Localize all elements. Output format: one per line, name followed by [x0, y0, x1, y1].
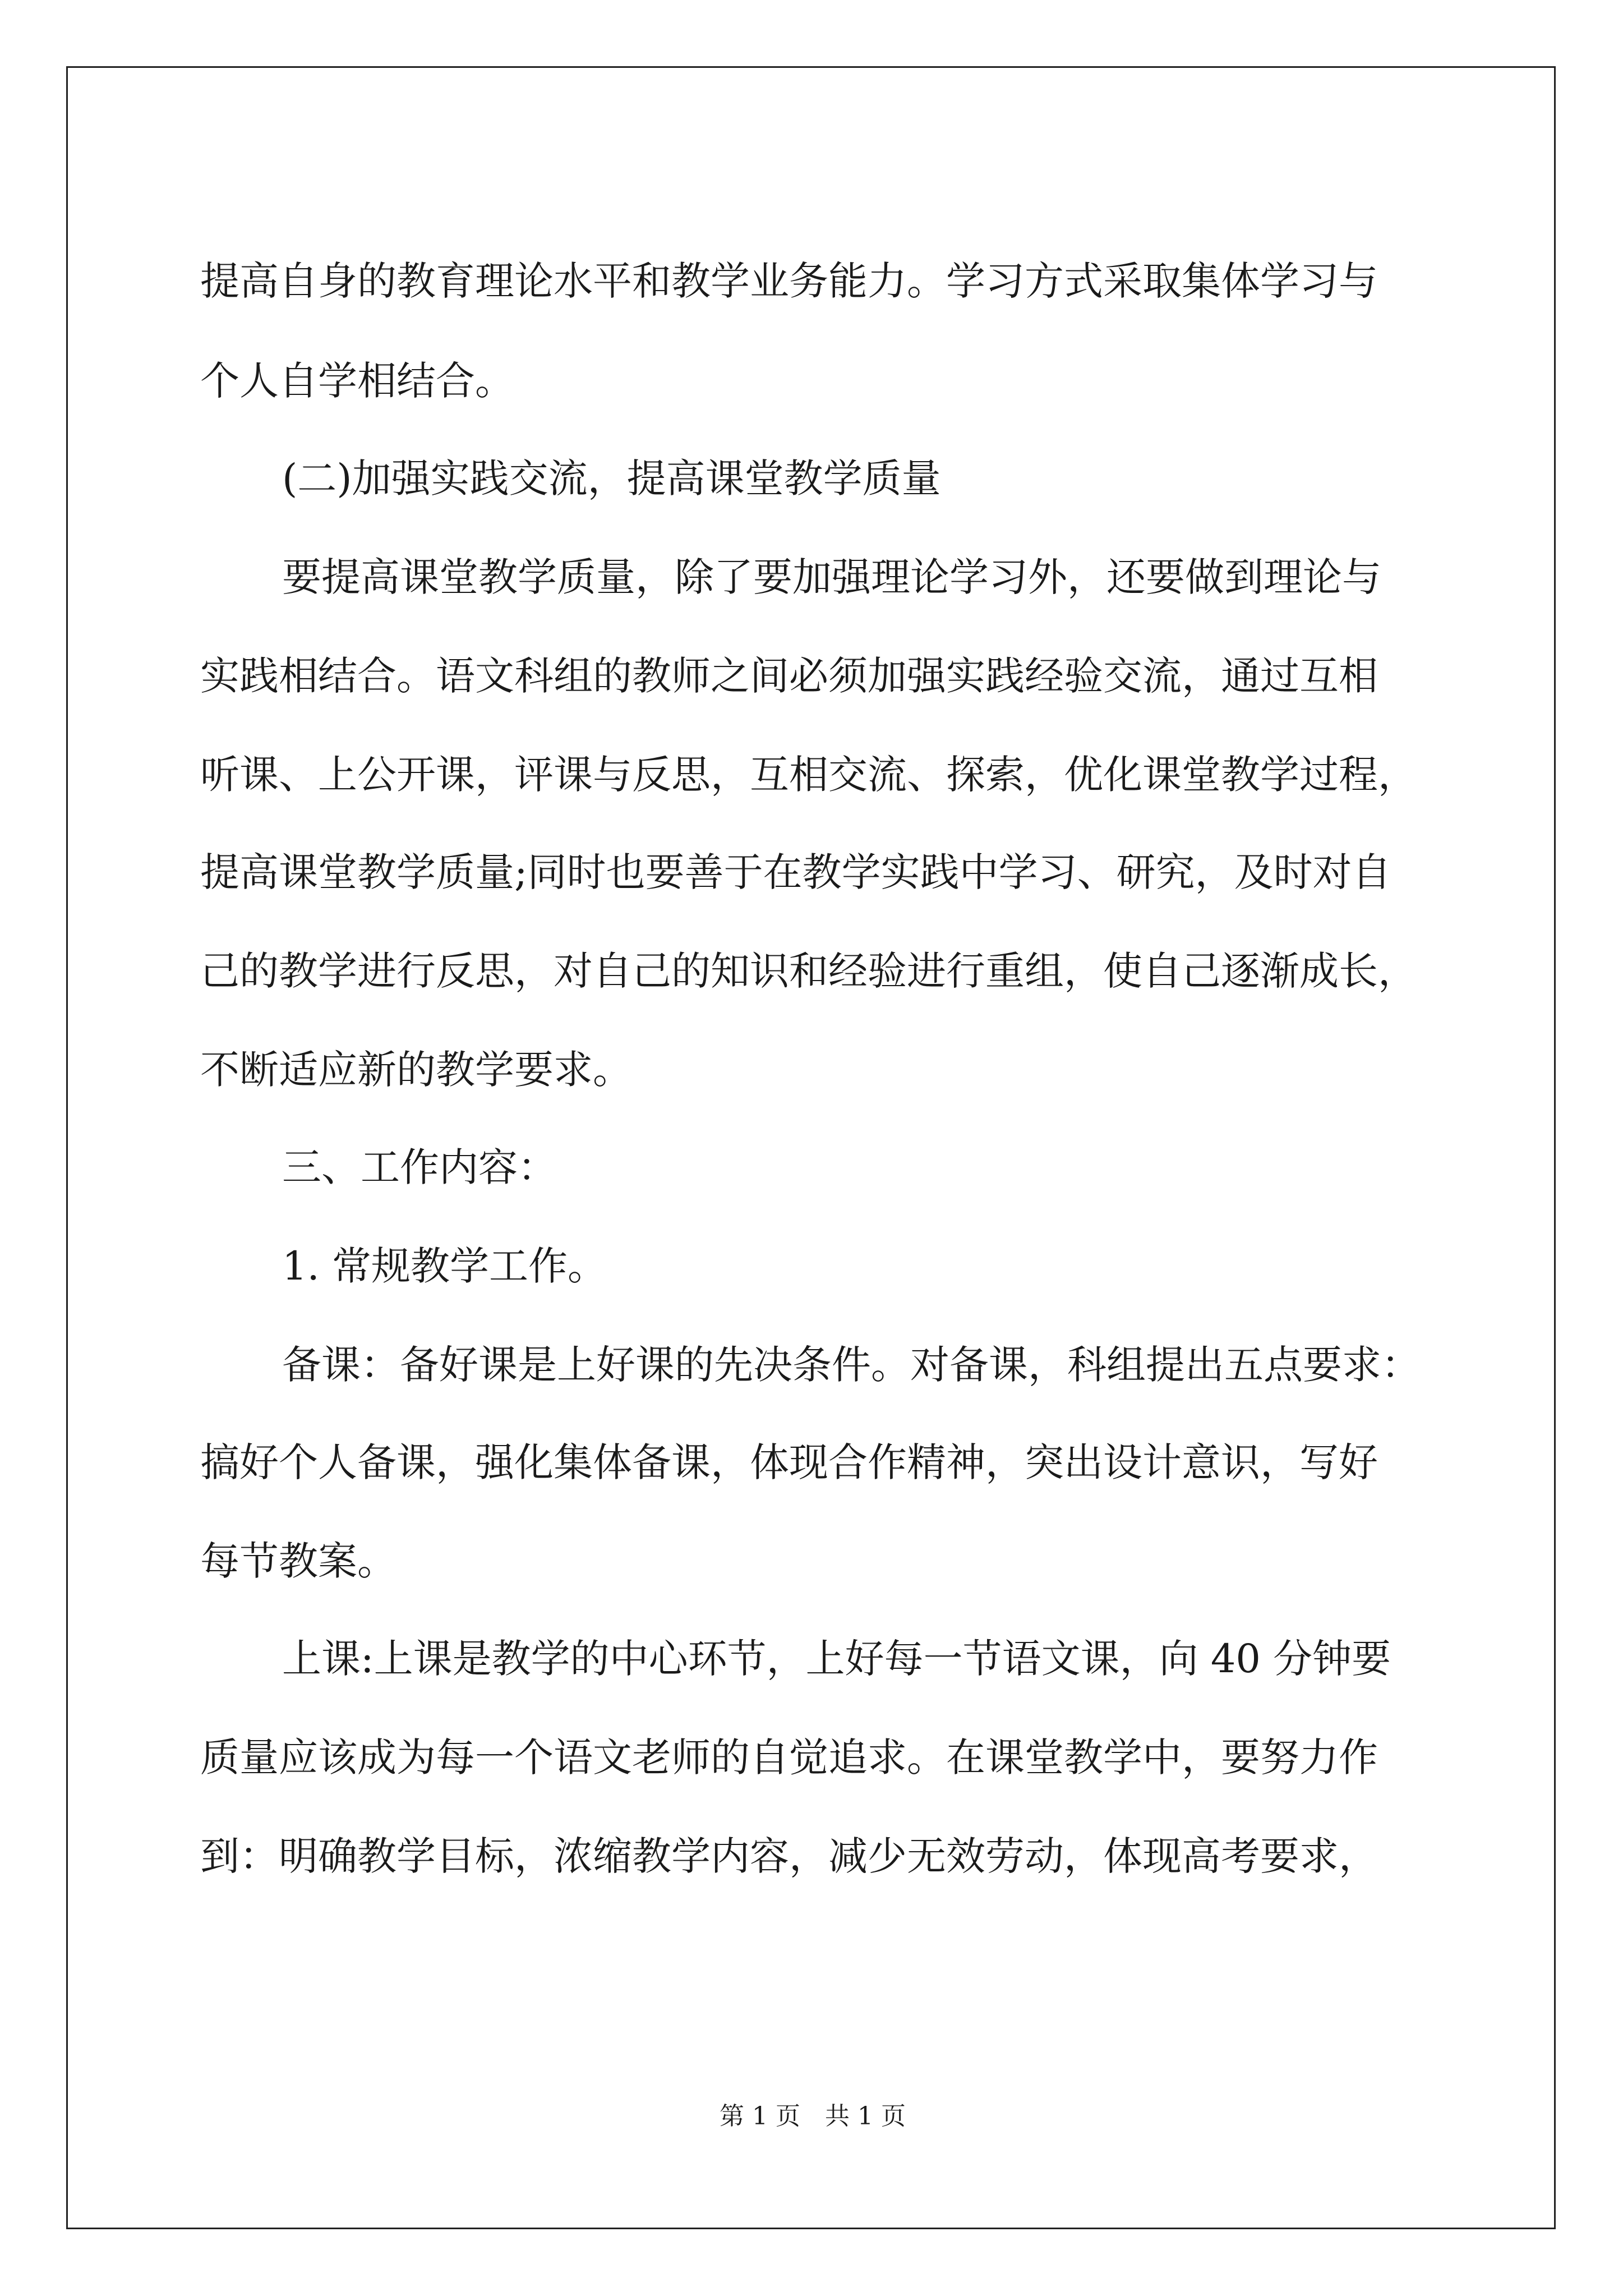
line-text: (二)加强实践交流，提高课堂教学质量 [282, 455, 941, 501]
line-text: 三、工作内容： [282, 1144, 557, 1190]
line-text: 搞好个人备课，强化集体备课，体现合作精神，突出设计意识，写好 [200, 1439, 1378, 1485]
page-number-footer: 第 1 页 共 1 页 [720, 2102, 906, 2131]
line-text: 备课：备好课是上好课的先决条件。对备课，科组提出五点要求： [282, 1342, 1421, 1388]
line-text: 要提高课堂教学质量，除了要加强理论学习外，还要做到理论与 [282, 554, 1381, 600]
line-text: 提高课堂教学质量;同时也要善于在教学实践中学习、研究，及时对自 [200, 849, 1391, 895]
line-text: 不断适应新的教学要求。 [200, 1047, 632, 1093]
line-text: 个人自学相结合。 [200, 358, 514, 404]
line-text: 听课、上公开课，评课与反思，互相交流、探索，优化课堂教学过程， [200, 752, 1417, 798]
line-text: 每节教案。 [200, 1538, 396, 1584]
line-text: 提高自身的教育理论水平和教学业务能力。学习方式采取集体学习与 [200, 258, 1378, 304]
line-text: 质量应该成为每一个语文老师的自觉追求。在课堂教学中，要努力作 [200, 1734, 1378, 1780]
line-text: 己的教学进行反思，对自己的知识和经验进行重组，使自己逐渐成长， [200, 948, 1417, 994]
line-text: 实践相结合。语文科组的教师之间必须加强实践经验交流，通过互相 [200, 653, 1378, 699]
line-text: 到：明确教学目标，浓缩教学内容，减少无效劳动，体现高考要求， [200, 1833, 1378, 1879]
page-frame [66, 66, 1556, 2229]
line-text: 上课:上课是教学的中心环节，上好每一节语文课，向 40 分钟要 [282, 1636, 1391, 1682]
line-text: 1. 常规教学工作。 [282, 1243, 607, 1289]
